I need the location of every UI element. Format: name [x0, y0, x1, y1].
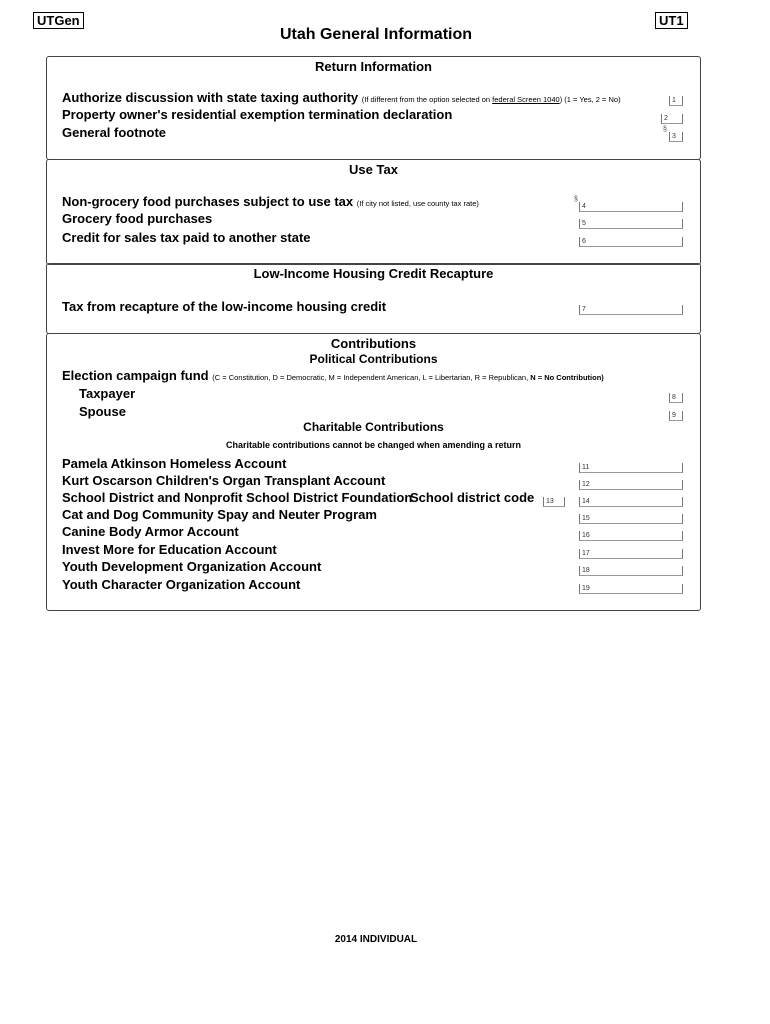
list-item: School District and Nonprofit School District Foundation — [62, 490, 413, 505]
form-id-left-label: UTGen — [37, 13, 80, 28]
list-item: Youth Character Organization Account — [62, 577, 301, 592]
field-2-property-owner[interactable]: 2 — [661, 114, 683, 124]
field-12[interactable]: 12 — [579, 480, 683, 490]
field-15[interactable]: 15 — [579, 514, 683, 524]
field-19[interactable]: 19 — [579, 584, 683, 594]
charitable-note: Charitable contributions cannot be changed when amending a return — [225, 440, 522, 450]
property-owner-label: Property owner's residential exemption termination declaration — [62, 107, 453, 122]
footnote-icon[interactable]: § — [663, 126, 667, 133]
field-1-authorize[interactable]: 1 — [669, 96, 683, 106]
credit-sales-tax-label: Credit for sales tax paid to another state — [62, 230, 311, 245]
political-contributions-title: Political Contributions — [309, 352, 438, 366]
general-footnote-label: General footnote — [62, 125, 167, 140]
field-13-school-district-code[interactable]: 13 — [543, 497, 565, 507]
section-title-contributions: Contributions — [330, 336, 417, 351]
list-item: Canine Body Armor Account — [62, 524, 239, 539]
section-title-return-information: Return Information — [315, 59, 432, 74]
section-title-use-tax: Use Tax — [349, 162, 398, 177]
list-item: Cat and Dog Community Spay and Neuter Program — [62, 507, 377, 522]
field-11[interactable]: 11 — [579, 463, 683, 473]
non-grocery-label: Non-grocery food purchases subject to use tax (If city not listed, use county tax rate) — [62, 194, 479, 209]
list-item: Pamela Atkinson Homeless Account — [62, 456, 287, 471]
footnote-icon[interactable]: § — [574, 196, 578, 203]
spouse-label: Spouse — [79, 404, 126, 419]
field-9-spouse[interactable]: 9 — [669, 411, 683, 421]
recapture-tax-label: Tax from recapture of the low-income housing credit — [62, 299, 387, 314]
list-item: Kurt Oscarson Children's Organ Transplant Account — [62, 473, 386, 488]
grocery-label: Grocery food purchases — [62, 211, 213, 226]
list-item: Invest More for Education Account — [62, 542, 277, 557]
school-district-code-label: School district code — [410, 490, 535, 505]
section-title-low-income: Low-Income Housing Credit Recapture — [253, 266, 494, 281]
federal-screen-link[interactable]: federal Screen 1040 — [492, 95, 560, 104]
field-5-grocery[interactable]: 5 — [579, 219, 683, 229]
page-title: Utah General Information — [279, 26, 473, 43]
list-item: Youth Development Organization Account — [62, 559, 322, 574]
field-16[interactable]: 16 — [579, 531, 683, 541]
authorize-discussion-label: Authorize discussion with state taxing authority (If different from the option selected on federal Screen 1040) (1 = Yes, 2 = No) — [62, 90, 621, 105]
form-id-right-label: UT1 — [659, 13, 684, 28]
field-7-recapture[interactable]: 7 — [579, 305, 683, 315]
field-17[interactable]: 17 — [579, 549, 683, 559]
field-3-general-footnote[interactable]: 3 — [669, 132, 683, 142]
field-6-credit-sales-tax[interactable]: 6 — [579, 237, 683, 247]
footer-year-label: 2014 INDIVIDUAL — [334, 934, 418, 945]
taxpayer-label: Taxpayer — [79, 386, 136, 401]
election-campaign-label: Election campaign fund (C = Constitution, D = Democratic, M = Independent American, L = Libertarian, R = Republican, N = No Contribution) — [62, 368, 604, 383]
field-4-non-grocery[interactable]: 4 — [579, 202, 683, 212]
field-18[interactable]: 18 — [579, 566, 683, 576]
charitable-contributions-title: Charitable Contributions — [303, 420, 444, 434]
field-14[interactable]: 14 — [579, 497, 683, 507]
field-8-taxpayer[interactable]: 8 — [669, 393, 683, 403]
